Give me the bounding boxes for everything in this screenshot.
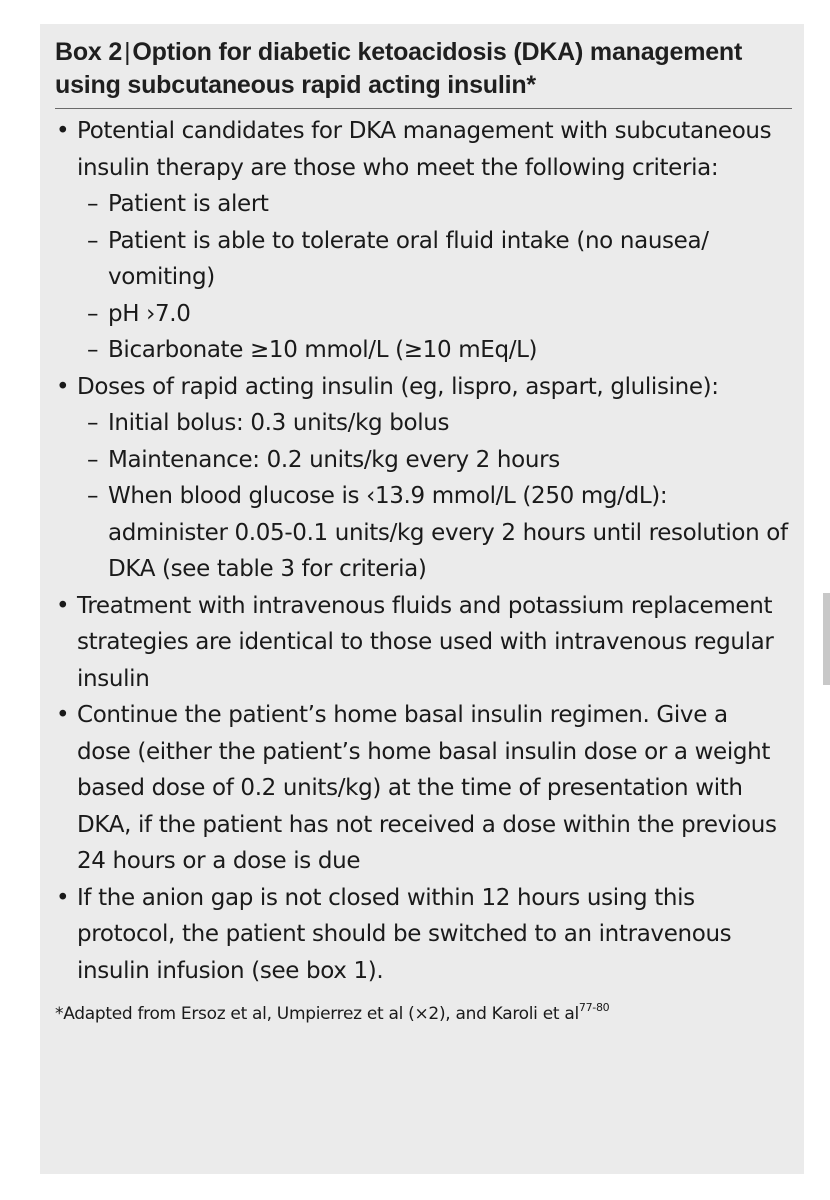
footnote-text: *Adapted from Ersoz et al, Umpierrez et al (×2), and Karoli et al xyxy=(55,1004,579,1024)
dash-marker: – xyxy=(87,227,99,254)
footnote-refs: 77-80 xyxy=(578,1001,610,1014)
dash-marker: – xyxy=(87,483,99,509)
sub-item xyxy=(77,478,788,588)
box-label: Box 2 xyxy=(55,38,123,66)
bullet-item xyxy=(55,369,788,588)
dash-marker: – xyxy=(87,300,99,327)
sub-item xyxy=(77,332,788,369)
bullet-text: Treatment with intravenous fluids and potassium replacement strategies are identical to those used with intravenous regular insulin xyxy=(77,592,774,692)
bullet-dot: • xyxy=(56,592,70,619)
dash-marker: – xyxy=(87,446,99,473)
sub-item-text: pH ›7.0 xyxy=(108,300,191,327)
bullet-list xyxy=(55,113,788,989)
sub-item xyxy=(77,442,788,479)
sub-item-text: Bicarbonate ≥10 mmol/L (≥10 mEq/L) xyxy=(108,337,538,363)
sub-list xyxy=(77,186,788,369)
box-title-text: Option for diabetic ketoacidosis (DKA) management using subcutaneous rapid acting insulin* xyxy=(55,38,743,99)
sub-item-text: Patient is alert xyxy=(108,191,269,217)
bullet-item xyxy=(55,880,788,990)
sub-item-text: Initial bolus: 0.3 units/kg bolus xyxy=(108,410,450,436)
bullet-item xyxy=(55,697,788,880)
scrollbar-thumb[interactable] xyxy=(823,593,830,685)
sub-list xyxy=(77,405,788,588)
bullet-dot: • xyxy=(56,702,70,728)
bullet-text: Continue the patient’s home basal insulin regimen. Give a dose (either the patient’s home basal insulin dose or a weight based dose of 0.2 units/kg) at the time of presentation with DKA, if the patient has not received a dose within the previous 24 hours or a dose is due xyxy=(77,702,777,874)
bullet-item xyxy=(55,113,788,369)
sub-item xyxy=(77,223,788,296)
title-separator: | xyxy=(124,38,131,66)
sub-item-text: Patient is able to tolerate oral fluid intake (no nausea/ vomiting) xyxy=(108,227,709,290)
dash-marker: – xyxy=(87,410,99,436)
sub-item xyxy=(77,186,788,223)
box-title xyxy=(55,36,792,109)
bullet-text: Doses of rapid acting insulin (eg, lispro, aspart, glulisine): xyxy=(77,373,719,400)
bullet-text: If the anion gap is not closed within 12 hours using this protocol, the patient should be switched to an intravenous insulin infusion (see box 1). xyxy=(77,884,732,984)
dash-marker: – xyxy=(87,191,99,217)
dash-marker: – xyxy=(87,337,99,363)
footnote xyxy=(55,995,788,1027)
bullet-item xyxy=(55,588,788,698)
bullet-text: Potential candidates for DKA management with subcutaneous insulin therapy are those who meet the following criteria: xyxy=(77,118,772,181)
bullet-dot: • xyxy=(56,373,70,400)
sub-item-text: Maintenance: 0.2 units/kg every 2 hours xyxy=(108,446,560,473)
sub-item-text: When blood glucose is ‹13.9 mmol/L (250 mg/dL): administer 0.05-0.1 units/kg every 2 hours until resolution of DKA (see table 3 for criteria) xyxy=(108,483,788,582)
bullet-dot: • xyxy=(56,884,70,911)
box-2-panel xyxy=(40,24,804,1174)
bullet-dot: • xyxy=(56,118,70,144)
sub-item xyxy=(77,405,788,442)
sub-item xyxy=(77,296,788,333)
